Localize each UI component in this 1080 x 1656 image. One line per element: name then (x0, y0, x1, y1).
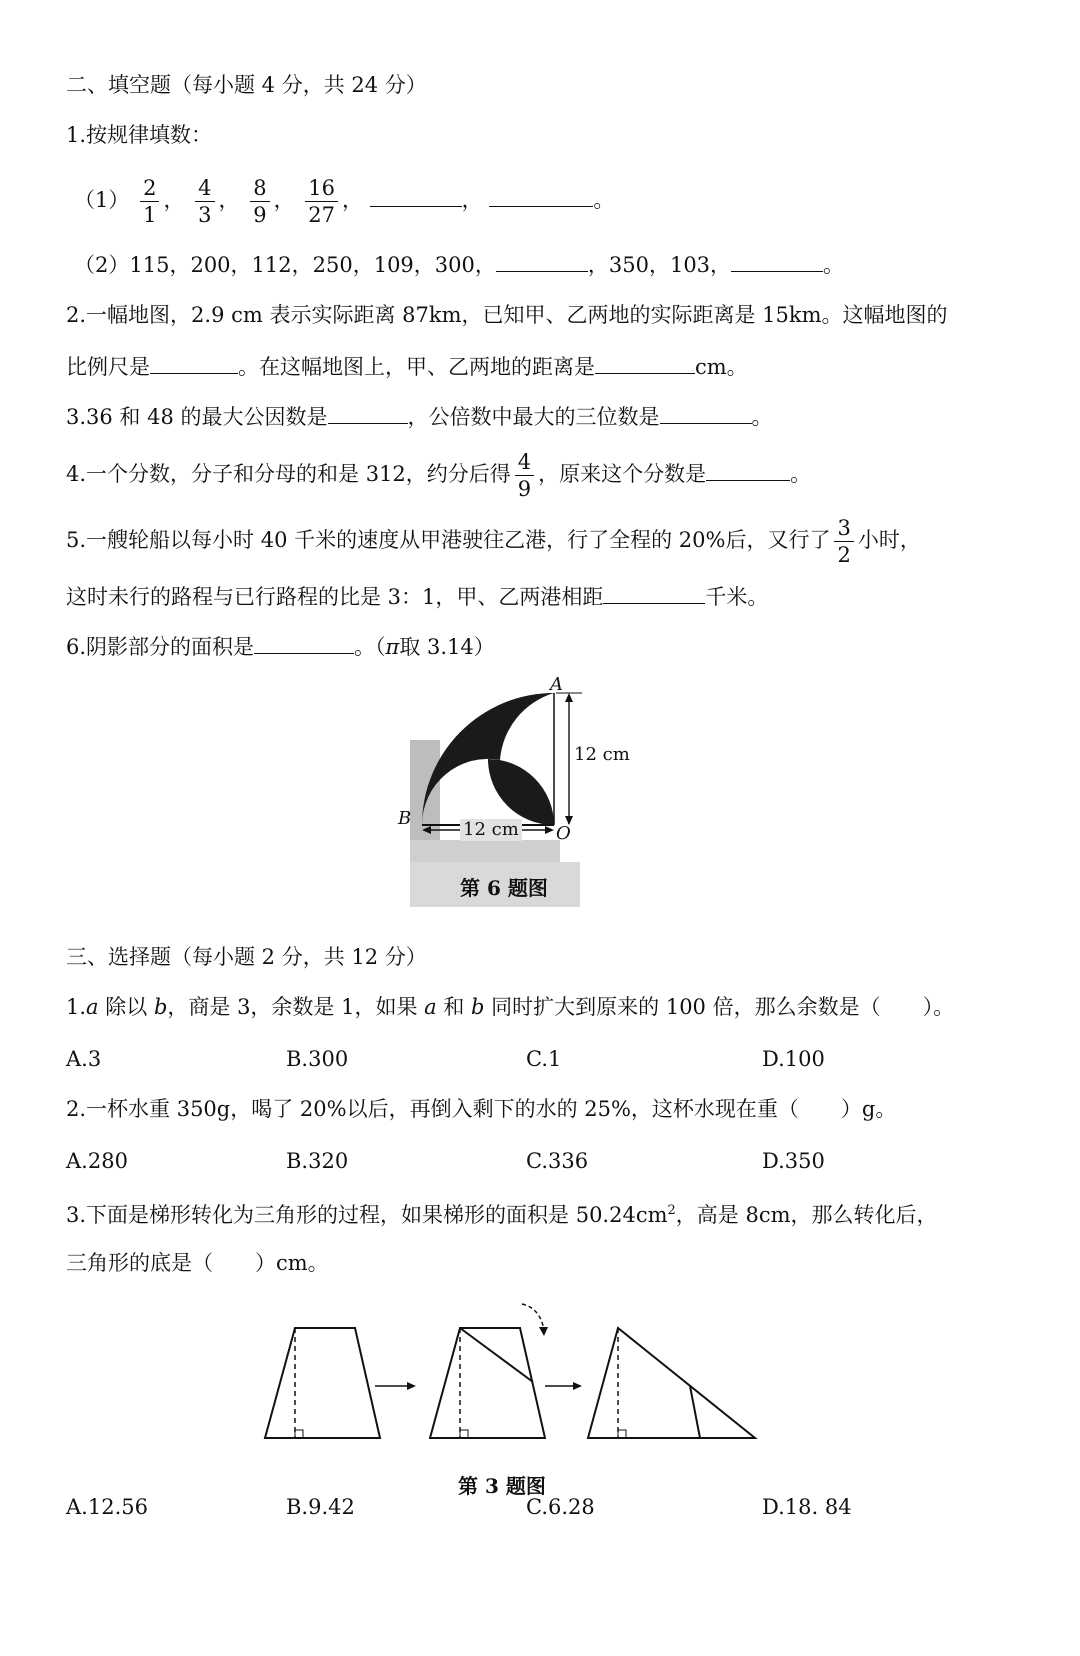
answer-blank[interactable] (731, 251, 823, 272)
answer-blank[interactable] (489, 186, 593, 207)
q5-line2: 这时未行的路程与已行路程的比是 3：1，甲、乙两港相距 千米。 (66, 585, 769, 609)
figure-3 (250, 1300, 810, 1500)
q1-part2: （2）115，200，112，250，109，300， ，350，103， 。 (74, 253, 845, 277)
dim-vertical-label: 12 cm (574, 744, 630, 765)
q1-part1-label: （1） (74, 188, 130, 212)
answer-blank[interactable] (706, 460, 790, 481)
s3-q3-line2: 三角形的底是（ ）cm。 (66, 1251, 329, 1275)
figure-3-caption: 第 3 题图 (458, 1474, 546, 1498)
s3-q2: 2.一杯水重 350g，喝了 20%以后，再倒入剩下的水的 25%，这杯水现在重（ ）g。 (66, 1097, 897, 1121)
trapezoid (430, 1328, 545, 1438)
shaded-region (488, 759, 554, 825)
figure-6-caption: 第 6 题图 (460, 876, 548, 900)
s3-q1-option-d[interactable]: D.100 (762, 1047, 825, 1071)
s3-q3-option-c[interactable]: C.6.28 (526, 1495, 595, 1519)
s3-q2-option-c[interactable]: C.336 (526, 1149, 589, 1173)
rotate-arrow-icon (539, 1327, 548, 1336)
answer-blank[interactable] (254, 633, 354, 654)
scan-smudge (410, 740, 440, 850)
s3-q3-option-b[interactable]: B.9.42 (286, 1495, 355, 1519)
fraction: $\frac{4}{9}$ (515, 449, 534, 502)
s3-q2-option-d[interactable]: D.350 (762, 1149, 825, 1173)
figure-3-drawing (250, 1300, 810, 1440)
right-angle-mark (295, 1430, 303, 1438)
s3-q1-option-a[interactable]: A.3 (66, 1047, 102, 1071)
trapezoid (265, 1328, 380, 1438)
s3-q1: 1.a 除以 b，商是 3，余数是 1，如果 a 和 b 同时扩大到原来的 100 倍，那么余数是（ ）。 (66, 995, 955, 1019)
s3-q3-line1: 3.下面是梯形转化为三角形的过程，如果梯形的面积是 $50.24cm^2$，高是 8cm，那么转化后， (66, 1203, 938, 1227)
q5-line1: 5.一艘轮船以每小时 40 千米的速度从甲港驶往乙港，行了全程的 20%后，又行了 $\frac{3}{2}$ 小时， (66, 516, 921, 567)
answer-blank[interactable] (328, 403, 408, 424)
label-a: A (550, 674, 563, 695)
fraction: $\frac{2}{1}$ (140, 175, 159, 228)
q1-part1: （1） $\frac{2}{1}$ ， $\frac{4}{3}$ ， $\frac{8}{9}$ ， $\frac{16}{27}$ ， ， 。 (74, 176, 615, 227)
label-b: B (398, 808, 412, 829)
section3-heading: 三、选择题（每小题 2 分，共 12 分） (66, 945, 427, 969)
answer-blank[interactable] (595, 353, 695, 374)
answer-blank[interactable] (603, 583, 705, 604)
answer-blank[interactable] (660, 403, 752, 424)
arrow-right-icon (407, 1382, 416, 1390)
right-angle-mark (460, 1430, 468, 1438)
s3-q2-option-b[interactable]: B.320 (286, 1149, 349, 1173)
answer-blank[interactable] (370, 186, 462, 207)
fraction: $\frac{16}{27}$ (305, 175, 338, 228)
pi-symbol: π (385, 635, 400, 659)
q3: 3.36 和 48 的最大公因数是 ，公倍数中最大的三位数是 。 (66, 405, 773, 429)
figure-6 (398, 674, 650, 920)
q2-line1: 2.一幅地图，2.9 cm 表示实际距离 87km，已知甲、乙两地的实际距离是 15km。这幅地图的 (66, 303, 948, 327)
s3-q1-option-b[interactable]: B.300 (286, 1047, 349, 1071)
rotate-arrow-icon (522, 1304, 544, 1330)
answer-blank[interactable] (150, 353, 238, 374)
s3-q3-option-a[interactable]: A.12.56 (66, 1495, 148, 1519)
section2-heading: 二、填空题（每小题 4 分，共 24 分） (66, 73, 427, 97)
q2-line2: 比例尺是 。在这幅地图上，甲、乙两地的距离是 cm。 (66, 355, 748, 379)
label-o: O (556, 823, 571, 844)
s3-q1-option-c[interactable]: C.1 (526, 1047, 562, 1071)
s3-q3-option-d[interactable]: D.18. 84 (762, 1495, 852, 1519)
fraction: $\frac{4}{3}$ (195, 175, 214, 228)
q6: 6.阴影部分的面积是 。（π取 3.14） (66, 635, 495, 659)
arrow-right-icon (573, 1382, 582, 1390)
arrow-up-icon (565, 693, 573, 702)
arrow-right-icon (545, 826, 554, 834)
triangle (588, 1328, 755, 1438)
fraction: $\frac{3}{2}$ (834, 515, 853, 568)
fraction: $\frac{8}{9}$ (250, 175, 269, 228)
q1-title: 1.按规律填数： (66, 123, 213, 147)
answer-blank[interactable] (496, 251, 588, 272)
q4: 4.一个分数，分子和分母的和是 312，约分后得 $\frac{4}{9}$ ，原来这个分数是 。 (66, 450, 812, 501)
right-angle-mark (618, 1430, 626, 1438)
dim-horizontal-label: 12 cm (460, 819, 522, 841)
s3-q2-option-a[interactable]: A.280 (66, 1149, 128, 1173)
